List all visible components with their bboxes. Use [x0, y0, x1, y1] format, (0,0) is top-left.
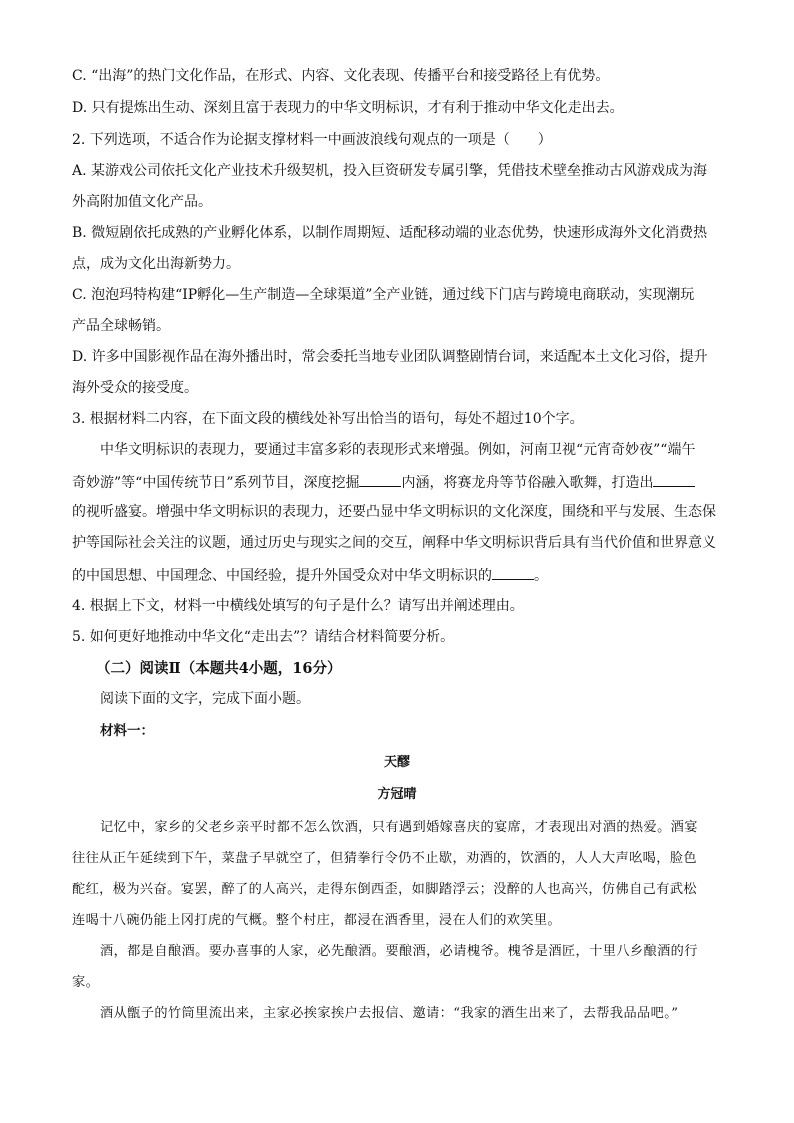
passage-line-5-text-b: 。: [534, 568, 548, 584]
question-2-option-d-line-1: D. 许多中国影视作品在海外播出时，常会委托当地专业团队调整剧情台词，来适配本土文化习俗，提升: [72, 349, 708, 365]
question-2-option-d-line-2: 海外受众的接受度。: [72, 380, 198, 396]
passage-line-1: 中华文明标识的表现力，要通过丰富多彩的表现形式来增强。例如，河南卫视“元宵奇妙夜”“端午: [100, 442, 696, 458]
question-2: 2. 下列选项，不适合作为论据支撑材料一中画波浪线句观点的一项是（ ）: [72, 132, 552, 148]
question-3: 3. 根据材料二内容，在下面文段的横线处补写出恰当的语句，每处不超过10个字。: [72, 411, 584, 427]
question-2-option-a-line-2: 外高附加值文化产品。: [72, 194, 212, 210]
story-paragraph-2-line-1: 酒，都是自酿酒。要办喜事的人家，必先酿酒。要酿酒，必请槐爷。槐爷是酒匠，十里八乡酿酒的行: [100, 944, 698, 959]
answer-blank-2[interactable]: [653, 471, 695, 487]
story-paragraph-2-line-2: 家。: [72, 975, 100, 990]
answer-blank-3[interactable]: [492, 564, 534, 580]
story-paragraph-3-line-1: 酒从甑子的竹筒里流出来，主家必挨家挨户去报信、邀请：“我家的酒生出来了，去帮我品品吧。”: [100, 1006, 679, 1021]
story-paragraph-1-line-2: 往往从正午延续到下午，菜盘子早就空了，但猜拳行令仍不止歇，劝酒的，饮酒的，人人大声吆喝，脸色: [72, 851, 698, 866]
option-d-line: D. 只有提炼出生动、深刻且富于表现力的中华文明标识，才有利于推动中华文化走出去。: [72, 100, 624, 116]
passage-line-3: 的视听盛宴。增强中华文明标识的表现力，还要凸显中华文明标识的文化深度，围绕和平与发展、生态保: [72, 504, 716, 520]
question-4: 4. 根据上下文，材料一中横线处填写的句子是什么？请写出并阐述理由。: [72, 598, 524, 614]
material-1-label: 材料一：: [100, 723, 154, 739]
passage-line-2: [72, 471, 722, 493]
story-author: 方冠晴: [377, 787, 417, 802]
story-paragraph-1-line-4: 连喝十八碗仍能上冈打虎的气概。整个村庄，都浸在酒香里，浸在人们的欢笑里。: [72, 913, 562, 928]
passage-line-2-text-b: 内涵，将赛龙舟等节俗融入歌舞，打造出: [401, 475, 654, 491]
story-title: 天醪: [383, 755, 410, 770]
passage-line-4: 护等国际社会关注的议题，通过历史与现实之间的交互，阐释中华文明标识背后具有当代价值和世界意义: [72, 535, 716, 551]
story-paragraph-1-line-3: 酡红，极为兴奋。宴罢，醉了的人高兴，走得东倒西歪，如脚踏浮云；没醉的人也高兴，仿佛自己有武松: [72, 882, 698, 897]
question-2-option-b-line-1: B. 微短剧依托成熟的产业孵化体系，以制作周期短、适配移动端的业态优势，快速形成海外文化消费热: [72, 225, 708, 241]
question-5: 5. 如何更好地推动中华文化“走出去”？请结合材料简要分析。: [72, 629, 455, 645]
passage-line-2-text-a: 奇妙游”等“中国传统节日”系列节目，深度挖掘: [72, 475, 360, 491]
reading-instruction: 阅读下面的文字，完成下面小题。: [100, 691, 310, 707]
passage-line-5-text-a: 的中国思想、中国理念、中国经验，提升外国受众对中华文明标识的: [72, 568, 492, 584]
section-heading-reading-2: （二）阅读Ⅱ（本题共4小题，16分）: [96, 660, 342, 677]
question-2-option-c-line-2: 产品全球畅销。: [72, 318, 170, 334]
option-c-line: C. “出海”的热门文化作品，在形式、内容、文化表现、传播平台和接受路径上有优势。: [72, 68, 610, 84]
question-2-option-a-line-1: A. 某游戏公司依托文化产业技术升级契机，投入巨资研发专属引擎，凭借技术壁垒推动古风游戏成为海: [72, 163, 708, 179]
question-2-option-b-line-2: 点，成为文化出海新势力。: [72, 256, 240, 272]
passage-line-5: [72, 564, 722, 586]
question-2-option-c-line-1: C. 泡泡玛特构建“IP孵化—生产制造—全球渠道”全产业链，通过线下门店与跨境电商联动，实现潮玩: [72, 287, 695, 303]
story-paragraph-1-line-1: 记忆中，家乡的父老乡亲平时都不怎么饮酒，只有遇到婚嫁喜庆的宴席，才表现出对酒的热爱。酒宴: [100, 820, 698, 835]
answer-blank-1[interactable]: [359, 471, 401, 487]
